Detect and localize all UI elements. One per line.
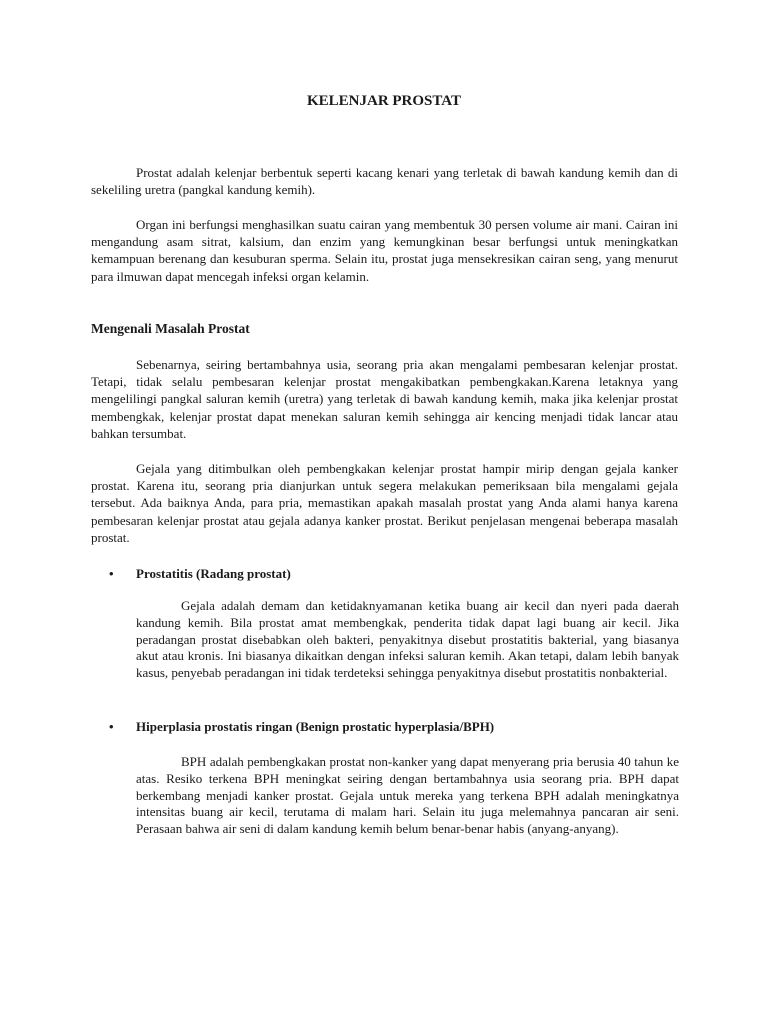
intro-paragraph-2: Organ ini berfungsi menghasilkan suatu cairan yang membentuk 30 persen volume air mani. Cairan ini mengandung asam sitrat, kalsium, dan enzim yang kemungkinan besar berfungsi untuk meningkatkan kemampuan berenang dan kesuburan sperma. Selain itu, prostat juga mensekresikan cairan seng, yang menurut para ilmuwan dapat mencegah infeksi organ kelamin. bbox=[91, 217, 678, 284]
bullet-symbol: • bbox=[109, 566, 114, 581]
section-paragraph-2: Gejala yang ditimbulkan oleh pembengkakan kelenjar prostat hampir mirip dengan gejala kanker prostat. Karena itu, seorang pria dianjurkan untuk segera melakukan pemeriksaan bila mengalami gejala tersebut. Ada baiknya Anda, para pria, memastikan apakah masalah prostat yang Anda alami hanya karena pembesaran kelenjar prostat atau gejala adanya kanker prostat. Berikut penjelasan mengenai beberapa masalah prostat. bbox=[91, 461, 678, 545]
bullet-heading-prostatitis: Prostatitis (Radang prostat) bbox=[136, 566, 291, 581]
bullet-heading-bph: Hiperplasia prostatis ringan (Benign prostatic hyperplasia/BPH) bbox=[136, 719, 495, 734]
section-paragraph-1: Sebenarnya, seiring bertambahnya usia, seorang pria akan mengalami pembesaran kelenjar prostat. Tetapi, tidak selalu pembesaran kelenjar prostat mengakibatkan pembengkakan.Karena letaknya yang mengelilingi pangkal saluran kemih (uretra) yang terletak di bawah kandung kemih, maka jika kelenjar prostat membengkak, kelenjar prostat dapat menekan saluran kemih sehingga air kencing menjadi tidak lancar atau bahkan tersumbat. bbox=[91, 357, 678, 441]
intro-paragraph-1: Prostat adalah kelenjar berbentuk seperti kacang kenari yang terletak di bawah kandung kemih dan di sekeliling uretra (pangkal kandung kemih). bbox=[91, 165, 678, 198]
bullet-symbol: • bbox=[109, 719, 114, 734]
document-title: KELENJAR PROSTAT bbox=[306, 93, 462, 109]
section-heading: Mengenali Masalah Prostat bbox=[91, 321, 250, 336]
bullet-paragraph-bph: BPH adalah pembengkakan prostat non-kanker yang dapat menyerang pria berusia 40 tahun ke atas. Resiko terkena BPH meningkat seiring dengan bertambahnya usia seorang pria. BPH dapat berkembang menjadi kanker prostat. Gejala untuk mereka yang terkena BPH adalah meningkatnya intensitas buang air kecil, terutama di malam hari. Selain itu juga melemahnya pancaran air seni. Perasaan bahwa air seni di dalam kandung kemih belum benar-benar habis (anyang-anyang). bbox=[136, 754, 679, 837]
bullet-paragraph-prostatitis: Gejala adalah demam dan ketidaknyamanan ketika buang air kecil dan nyeri pada daerah kandung kemih. Bila prostat amat membengkak, penderita tidak dapat lagi buang air kecil. Jika peradangan prostat disebabkan oleh bakteri, penyakitnya disebut prostatitis bakterial, yang biasanya akut atau kronis. Ini biasanya dikaitkan dengan infeksi saluran kemih. Akan tetapi, dalam lebih banyak kasus, penyebab peradangan ini tidak terdeteksi sehingga penyakitnya disebut prostatitis nonbakterial. bbox=[136, 598, 679, 681]
